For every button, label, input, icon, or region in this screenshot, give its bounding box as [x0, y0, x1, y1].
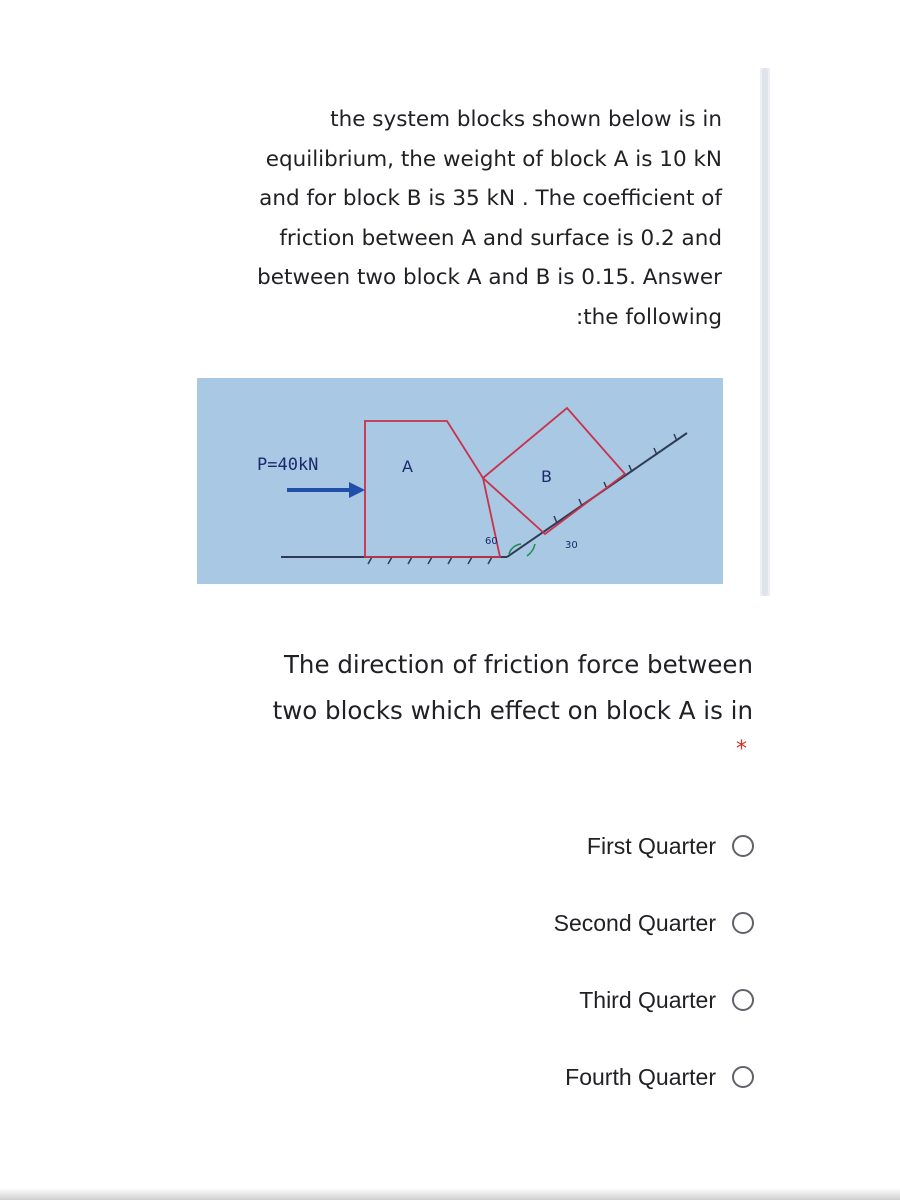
blocks-diagram — [197, 378, 723, 584]
ground-hatching — [368, 557, 492, 564]
option-fourth-quarter[interactable] — [565, 1059, 754, 1095]
block-a-outline — [365, 421, 500, 557]
radio-button-icon[interactable] — [732, 1066, 754, 1088]
radio-button-icon[interactable] — [732, 835, 754, 857]
block-b-outline — [483, 408, 625, 534]
scrollbar-thumb[interactable] — [762, 68, 768, 596]
block-b-label: B — [541, 467, 552, 486]
intro-line: friction between A and surface is 0.2 and — [279, 225, 722, 251]
force-arrow-head — [349, 482, 365, 498]
block-a-label: A — [402, 457, 413, 476]
intro-line: between two block A and B is 0.15. Answer — [257, 265, 722, 290]
intro-line: equilibrium, the weight of block A is 10 kN — [265, 146, 722, 172]
required-asterisk: * — [736, 737, 747, 762]
bottom-edge-shadow — [0, 1188, 900, 1200]
force-label: P=40kN — [257, 455, 319, 475]
radio-button-icon[interactable] — [732, 989, 754, 1011]
intro-line: the system blocks shown below is in — [330, 107, 722, 132]
angle-label-b: 30 — [565, 540, 578, 551]
option-second-quarter[interactable] — [554, 905, 754, 941]
radio-button-icon[interactable] — [732, 912, 754, 934]
option-third-quarter[interactable] — [579, 982, 754, 1018]
intro-line: and for block B is 35 kN . The coefficient of — [259, 186, 722, 211]
intro-line: :the following — [575, 304, 722, 330]
question-line: The direction of friction force between — [283, 650, 753, 679]
option-label: Third Quarter — [579, 986, 716, 1013]
blocks-diagram-svg — [197, 378, 723, 584]
angle-label-a: 60 — [485, 536, 498, 547]
incline-hatching — [554, 434, 677, 523]
question-text — [150, 642, 753, 734]
problem-statement — [180, 100, 722, 337]
question-line: two blocks which effect on block A is in — [272, 696, 753, 725]
option-label: First Quarter — [586, 832, 716, 859]
option-label: Second Quarter — [553, 909, 716, 936]
angle-arc-b — [527, 544, 535, 556]
option-label: Fourth Quarter — [565, 1063, 716, 1090]
option-first-quarter[interactable] — [587, 828, 754, 864]
